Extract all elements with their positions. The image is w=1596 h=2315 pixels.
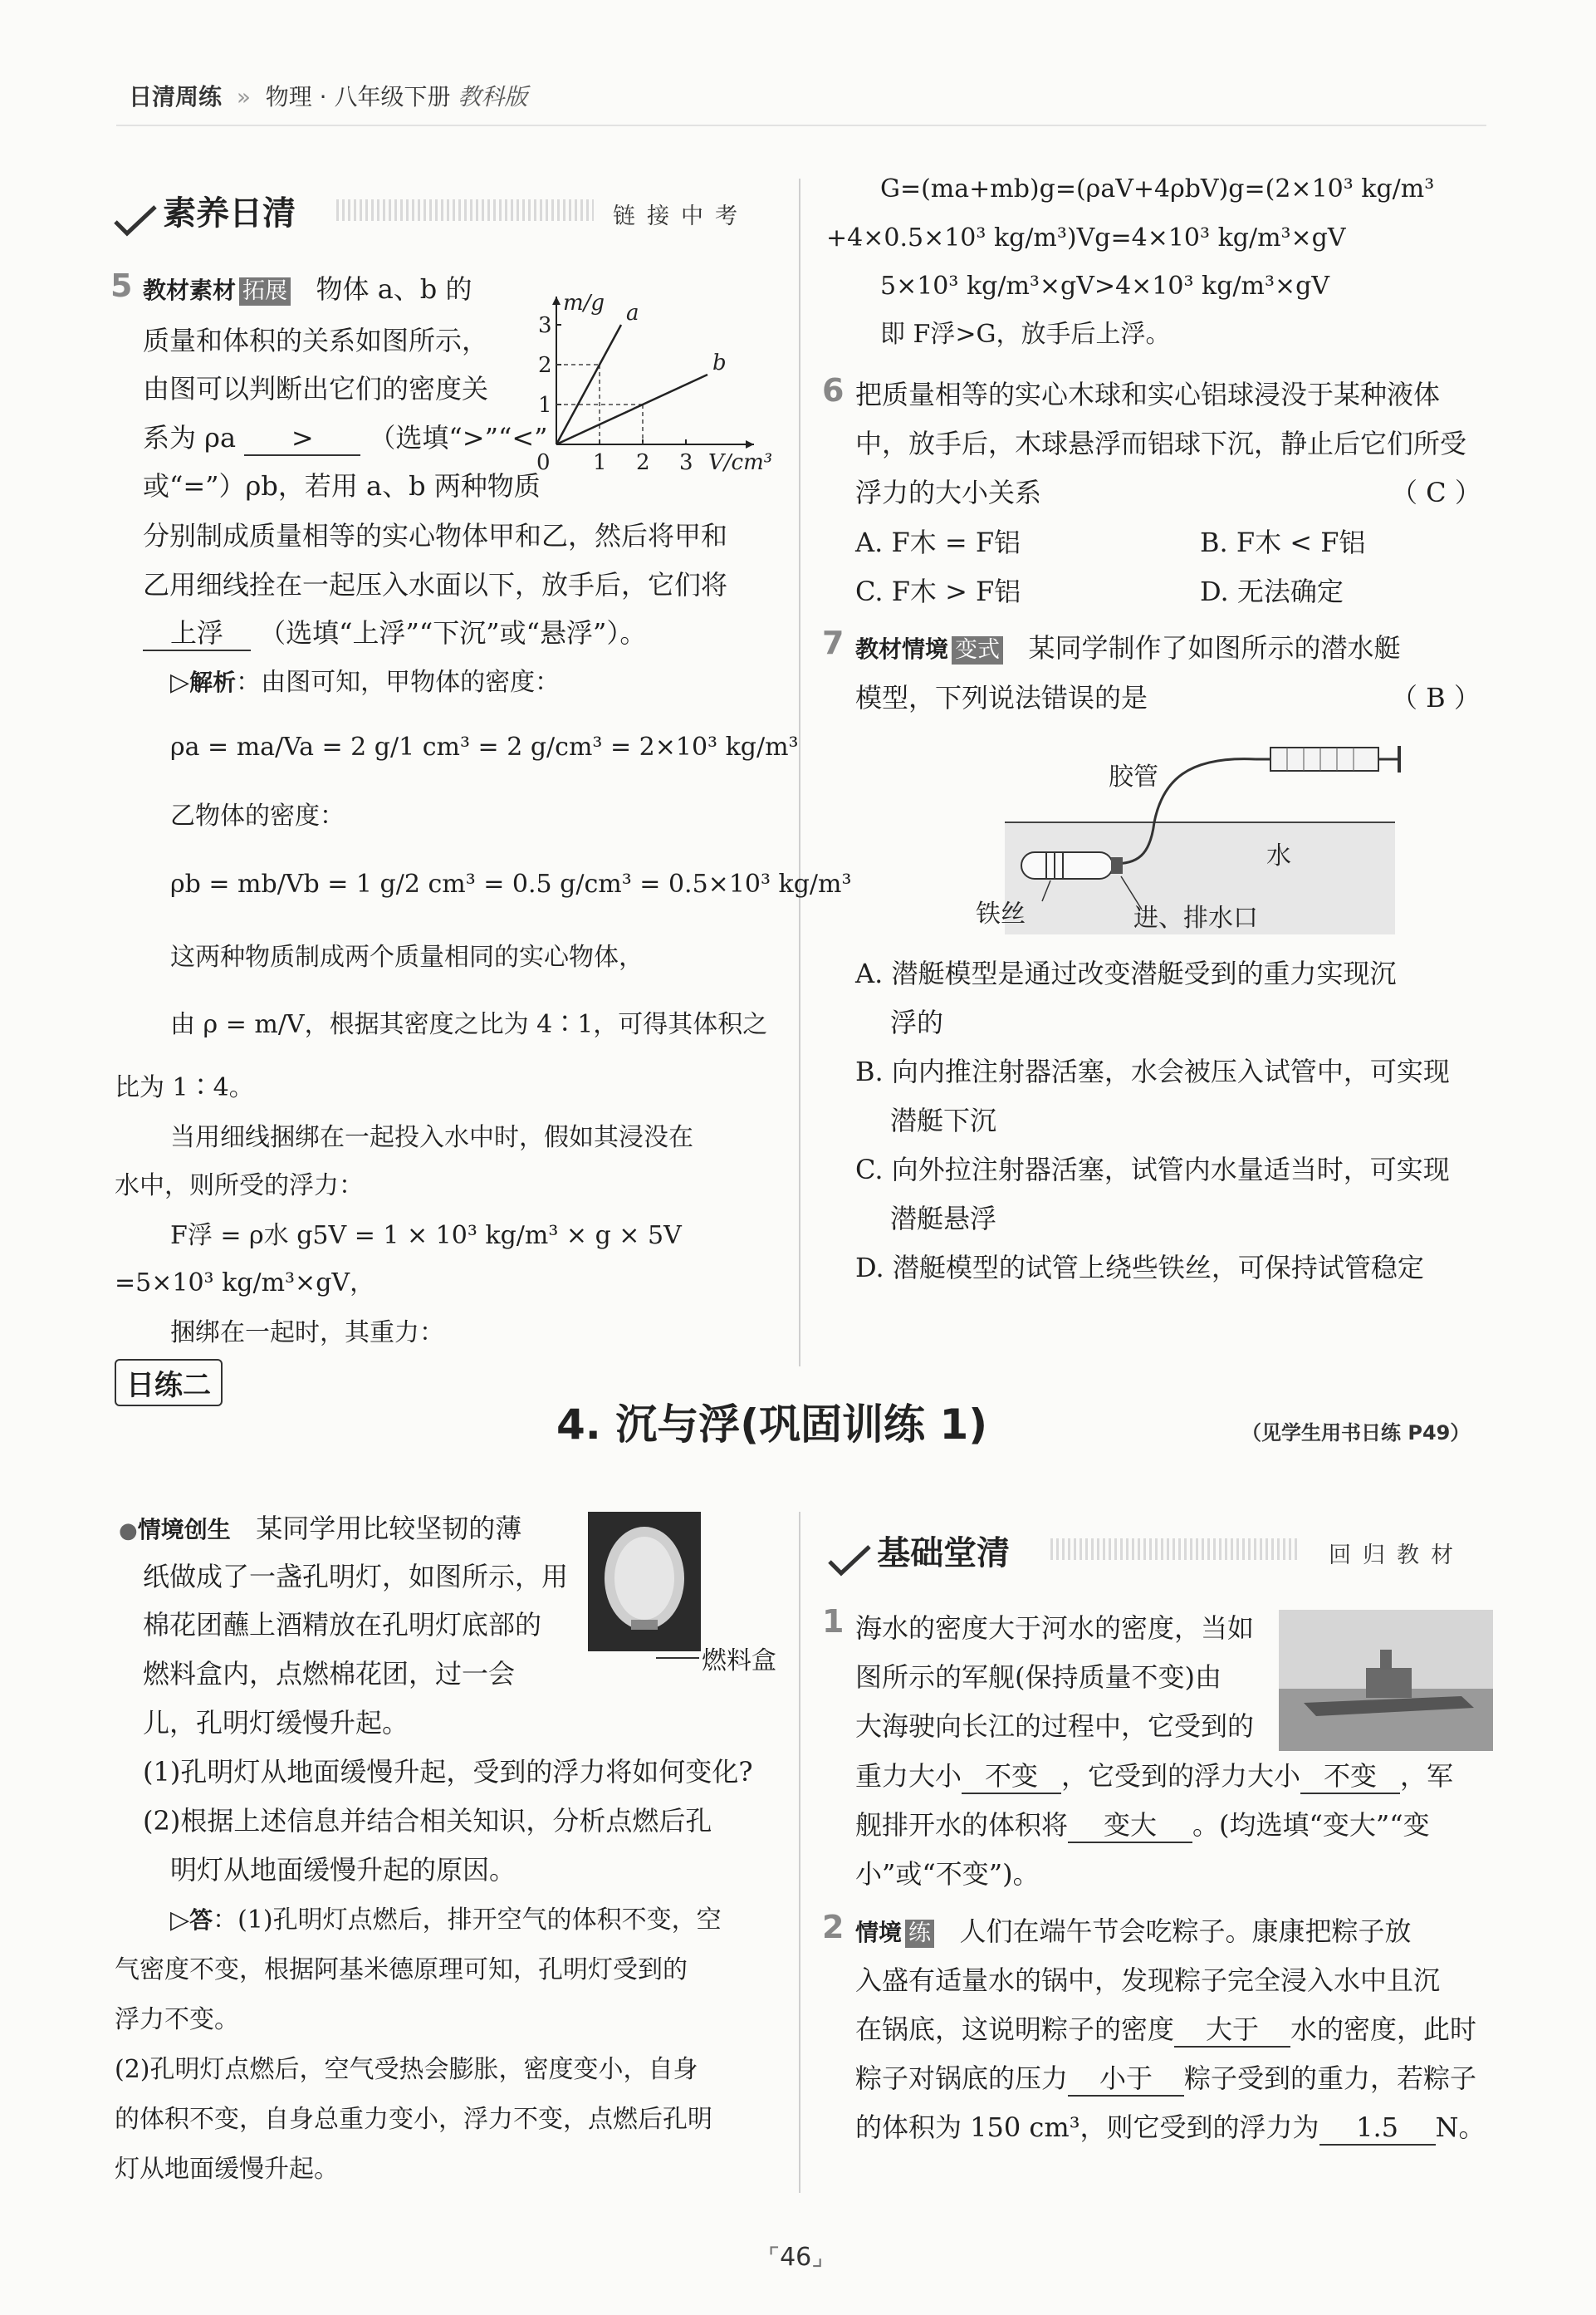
column-divider-top — [799, 179, 800, 1366]
q5-line6: 分别制成质量相等的实心物体甲和乙，然后将甲和 — [143, 520, 728, 552]
heading-stripe — [336, 199, 594, 221]
b1-number: 1 — [822, 1603, 845, 1640]
q7-option-b2: 潜艇下沉 — [890, 1105, 997, 1136]
section-top-heading — [112, 187, 296, 240]
q6-option-d: D. 无法确定 — [1200, 576, 1344, 607]
edition-name: 教科版 — [458, 83, 528, 110]
fuel-box-leader — [656, 1657, 699, 1659]
q6-option-b: B. F木 < F铝 — [1200, 527, 1366, 558]
q7-line2: 模型，下列说法错误的是 — [855, 682, 1148, 714]
situation-line5: 儿，孔明灯缓慢升起。 — [143, 1707, 409, 1739]
book-name: 物理 · 八年级下册 — [265, 83, 451, 110]
q5-line3: 由图可以判断出它们的密度关 — [143, 373, 489, 405]
b1-line3: 大海驶向长江的过程中，它受到的 — [855, 1710, 1255, 1742]
situation-answer-2: 气密度不变，根据阿基米德原理可知，孔明灯受到的 — [115, 1955, 688, 1984]
q5-cont-line2: +4×0.5×10³ kg/m³)Vg=4×10³ kg/m³×gV — [826, 223, 1346, 253]
b2-answer-2: 小于 — [1068, 2062, 1184, 2097]
q5-label: 教材素材 — [143, 277, 237, 304]
x-axis-label: V/cm³ — [708, 450, 773, 475]
check-pen-icon — [826, 1542, 873, 1580]
check-pen-icon — [112, 202, 159, 240]
series-line-a — [556, 325, 621, 444]
q5-sol-line5: 这两种物质制成两个质量相同的实心物体， — [170, 943, 644, 972]
b2-label: 情境 — [855, 1919, 903, 1946]
q5-line8: 上浮 （选填“上浮”“下沉”或“悬浮”）。 — [143, 616, 646, 651]
x-axis-arrow — [746, 440, 754, 449]
situation-label: 情境创生 — [137, 1516, 231, 1543]
page-number: ⌜46⌟ — [768, 2243, 824, 2272]
q7-badge: 变式 — [952, 636, 1003, 665]
y-tick-label: 3 — [538, 313, 552, 338]
q5-answer-2: 上浮 — [143, 616, 251, 651]
b1-answer-2: 不变 — [1300, 1759, 1400, 1794]
q6-line3: 浮力的大小关系 — [855, 477, 1042, 508]
situation-answer-4: (2)孔明灯点燃后，空气受热会膨胀，密度变小，自身 — [115, 2055, 698, 2084]
lesson-title: 4. 沉与浮(巩固训练 1) — [556, 1400, 988, 1449]
q6-number: 6 — [822, 372, 845, 409]
b2-line3: 在锅底，这说明粽子的密度 大于 水的密度，此时 — [855, 2013, 1476, 2048]
daily-practice-2-badge — [115, 1359, 223, 1406]
q7-option-d1: D. 潜艇模型的试管上绕些铁丝，可保持试管稳定 — [855, 1252, 1424, 1283]
situation-question-1: (1)孔明灯从地面缓慢升起，受到的浮力将如何变化? — [143, 1756, 753, 1788]
q5-cont-line3: 5×10³ kg/m³×gV>4×10³ kg/m³×gV — [880, 272, 1329, 301]
q5-sol-buoyancy: F浮 = ρ水 g5V = 1 × 10³ kg/m³ × g × 5V — [170, 1221, 682, 1250]
q5-line1: 教材素材 拓展 物体 a、b 的 — [143, 273, 472, 305]
q7-number: 7 — [822, 625, 845, 661]
q7-option-c1: C. 向外拉注射器活塞，试管内水量适当时，可实现 — [855, 1154, 1450, 1185]
section-bottom-tags: 回归教材 — [1329, 1543, 1465, 1568]
submarine-model-figure — [976, 723, 1428, 939]
q5-sol-line9: 水中，则所受的浮力： — [115, 1171, 364, 1200]
q5-line5: 或“=”）ρb，若用 a、b 两种物质 — [143, 470, 541, 502]
b1-answer-1: 不变 — [962, 1759, 1061, 1794]
q5-cont-line1: G=(ma+mb)g=(ρaV+4ρbV)g=(2×10³ kg/m³ — [880, 174, 1435, 204]
situation-answer-5: 的体积不变，自身总重力变小，浮力不变，点燃后孔明 — [115, 2105, 712, 2134]
q5-sol-line11: =5×10³ kg/m³×gV， — [115, 1268, 375, 1297]
b2-line5: 的体积为 150 cm³，则它受到的浮力为 1.5 N。 — [855, 2111, 1486, 2146]
q5-line2: 质量和体积的关系如图所示， — [143, 325, 489, 356]
answer-label: 答 — [189, 1906, 213, 1934]
q5-sol-line6: 由 ρ = m/V，根据其密度之比为 4∶1，可得其体积之 — [170, 1010, 768, 1039]
daily-practice-2-label: 日练二 — [126, 1369, 211, 1402]
q7-option-c2: 潜艇悬浮 — [890, 1203, 997, 1234]
series-name: 日清周练 — [129, 83, 223, 110]
b2-line4: 粽子对锅底的压力 小于 粽子受到的重力，若粽子 — [855, 2062, 1476, 2097]
answer-triangle-icon: ▷ — [170, 1905, 190, 1935]
label-water: 水 — [1266, 841, 1291, 871]
q5-sol-line7: 比为 1∶4。 — [115, 1073, 254, 1102]
situation-line4: 燃料盒内，点燃棉花团，过一会 — [143, 1658, 516, 1690]
label-port: 进、排水口 — [1133, 904, 1258, 933]
b2-number: 2 — [822, 1909, 845, 1945]
situation-line2: 纸做成了一盏孔明灯，如图所示，用 — [143, 1561, 569, 1592]
situation-question-2a: (2)根据上述信息并结合相关知识，分析点燃后孔 — [143, 1805, 712, 1837]
q5-sol-density-b: ρb = mb/Vb = 1 g/2 cm³ = 0.5 g/cm³ = 0.5×10³ kg/m³ — [170, 870, 852, 899]
q7-option-b1: B. 向内推注射器活塞，水会被压入试管中，可实现 — [855, 1056, 1450, 1087]
page-header: 日清周练 » 物理 · 八年级下册 教科版 — [129, 83, 528, 110]
q5-sol-line3: 乙物体的密度： — [170, 802, 345, 831]
lesson-reference: （见学生用书日练 P49） — [1241, 1421, 1471, 1444]
solution-label: 解析 — [189, 669, 237, 696]
label-wire: 铁丝 — [976, 900, 1026, 929]
series-line-b — [556, 375, 707, 444]
q5-number: 5 — [110, 267, 133, 304]
b2-badge: 练 — [905, 1920, 934, 1948]
q7-option-a1: A. 潜艇模型是通过改变潜艇受到的重力实现沉 — [855, 958, 1397, 989]
y-axis-label: m/g — [563, 291, 605, 316]
q6-option-a: A. F木 = F铝 — [855, 527, 1021, 558]
b2-line2: 入盛有适量水的锅中，发现粽子完全浸入水中且沉 — [855, 1964, 1441, 1996]
q6-line2: 中，放手后，木球悬浮而铝球下沉，静止后它们所受 — [855, 428, 1467, 459]
situation-answer-6: 灯从地面缓慢升起。 — [115, 2155, 339, 2184]
b1-line4: 重力大小 不变 ，它受到的浮力大小 不变 ，军 — [855, 1759, 1453, 1794]
b1-line1: 海水的密度大于河水的密度，当如 — [855, 1612, 1255, 1644]
situation-line3: 棉花团蘸上酒精放在孔明灯底部的 — [143, 1609, 542, 1641]
warship-photo — [1279, 1610, 1493, 1751]
syringe — [1256, 746, 1399, 772]
q5-sol-density-a: ρa = ma/Va = 2 g/1 cm³ = 2 g/cm³ = 2×10³ kg/m³ — [170, 733, 799, 762]
label-tube: 胶管 — [1109, 763, 1158, 792]
q5-answer-1: > — [244, 421, 360, 456]
situation-answer-1: ▷答：(1)孔明灯点燃后，排开空气的体积不变，空 — [170, 1905, 722, 1935]
y-axis-arrow — [552, 297, 561, 305]
origin-label: 0 — [536, 450, 551, 475]
kongming-lantern-photo — [588, 1512, 701, 1651]
x-tick-label: 1 — [593, 450, 607, 475]
situation-line1: ●情境创生 某同学用比较坚韧的薄 — [119, 1513, 522, 1544]
test-tube — [1021, 852, 1123, 879]
q7-option-a2: 浮的 — [890, 1007, 944, 1038]
solution-triangle-icon: ▷ — [170, 668, 190, 697]
q6-line1: 把质量相等的实心木球和实心铝球浸没于某种液体 — [855, 379, 1441, 410]
column-divider-bottom — [799, 1512, 800, 2193]
mass-volume-chart — [531, 257, 781, 486]
header-rule — [116, 125, 1486, 126]
b1-line6: 小”或“不变”)。 — [855, 1858, 1040, 1890]
q5-cont-line4: 即 F浮>G，放手后上浮。 — [880, 320, 1171, 349]
b2-answer-1: 大于 — [1174, 2013, 1290, 2048]
y-tick-label: 1 — [538, 393, 552, 418]
q5-badge: 拓展 — [239, 277, 291, 306]
section-bottom-heading — [826, 1527, 1010, 1580]
fuel-box-label: 燃料盒 — [702, 1646, 776, 1675]
q5-line4: 系为 ρa > （选填“>”“<” — [143, 421, 548, 456]
q5-sol-line8: 当用细线捆绑在一起投入水中时，假如其浸没在 — [170, 1123, 693, 1152]
situation-answer-3: 浮力不变。 — [115, 2005, 239, 2034]
b1-answer-3: 变大 — [1068, 1808, 1192, 1843]
situation-question-2b: 明灯从地面缓慢升起的原因。 — [170, 1854, 516, 1886]
q5-sol-line12: 捆绑在一起时，其重力： — [170, 1318, 444, 1347]
series-label-a: a — [626, 301, 639, 326]
q6-option-c: C. F木 > F铝 — [855, 576, 1021, 607]
section-top-tags: 链接中考 — [613, 204, 749, 229]
bulb-icon: ● — [119, 1518, 138, 1543]
q5-solution-head: ▷解析：由图可知，甲物体的密度： — [170, 668, 561, 697]
b1-line2: 图所示的军舰(保持质量不变)由 — [855, 1661, 1221, 1693]
q7-answer: （ B ） — [1391, 682, 1481, 714]
heading-stripe-bottom — [1050, 1538, 1300, 1560]
x-tick-label: 3 — [679, 450, 693, 475]
y-tick-label: 2 — [538, 353, 552, 378]
q7-line1: 教材情境 变式 某同学制作了如图所示的潜水艇 — [855, 632, 1401, 664]
b1-line5: 舰排开水的体积将 变大 。(均选填“变大”“变 — [855, 1808, 1430, 1843]
section-bottom-title: 基础堂清 — [877, 1534, 1011, 1572]
q7-label: 教材情境 — [855, 635, 949, 663]
q6-answer: （ C ） — [1391, 477, 1481, 508]
b2-answer-3: 1.5 — [1319, 2111, 1436, 2146]
series-label-b: b — [712, 351, 727, 375]
section-top-title: 素养日清 — [163, 194, 296, 233]
b2-line1: 情境 练 人们在端午节会吃粽子。康康把粽子放 — [855, 1915, 1412, 1947]
x-tick-label: 2 — [636, 450, 650, 475]
q5-line7: 乙用细线拴在一起压入水面以下，放手后，它们将 — [143, 569, 728, 601]
